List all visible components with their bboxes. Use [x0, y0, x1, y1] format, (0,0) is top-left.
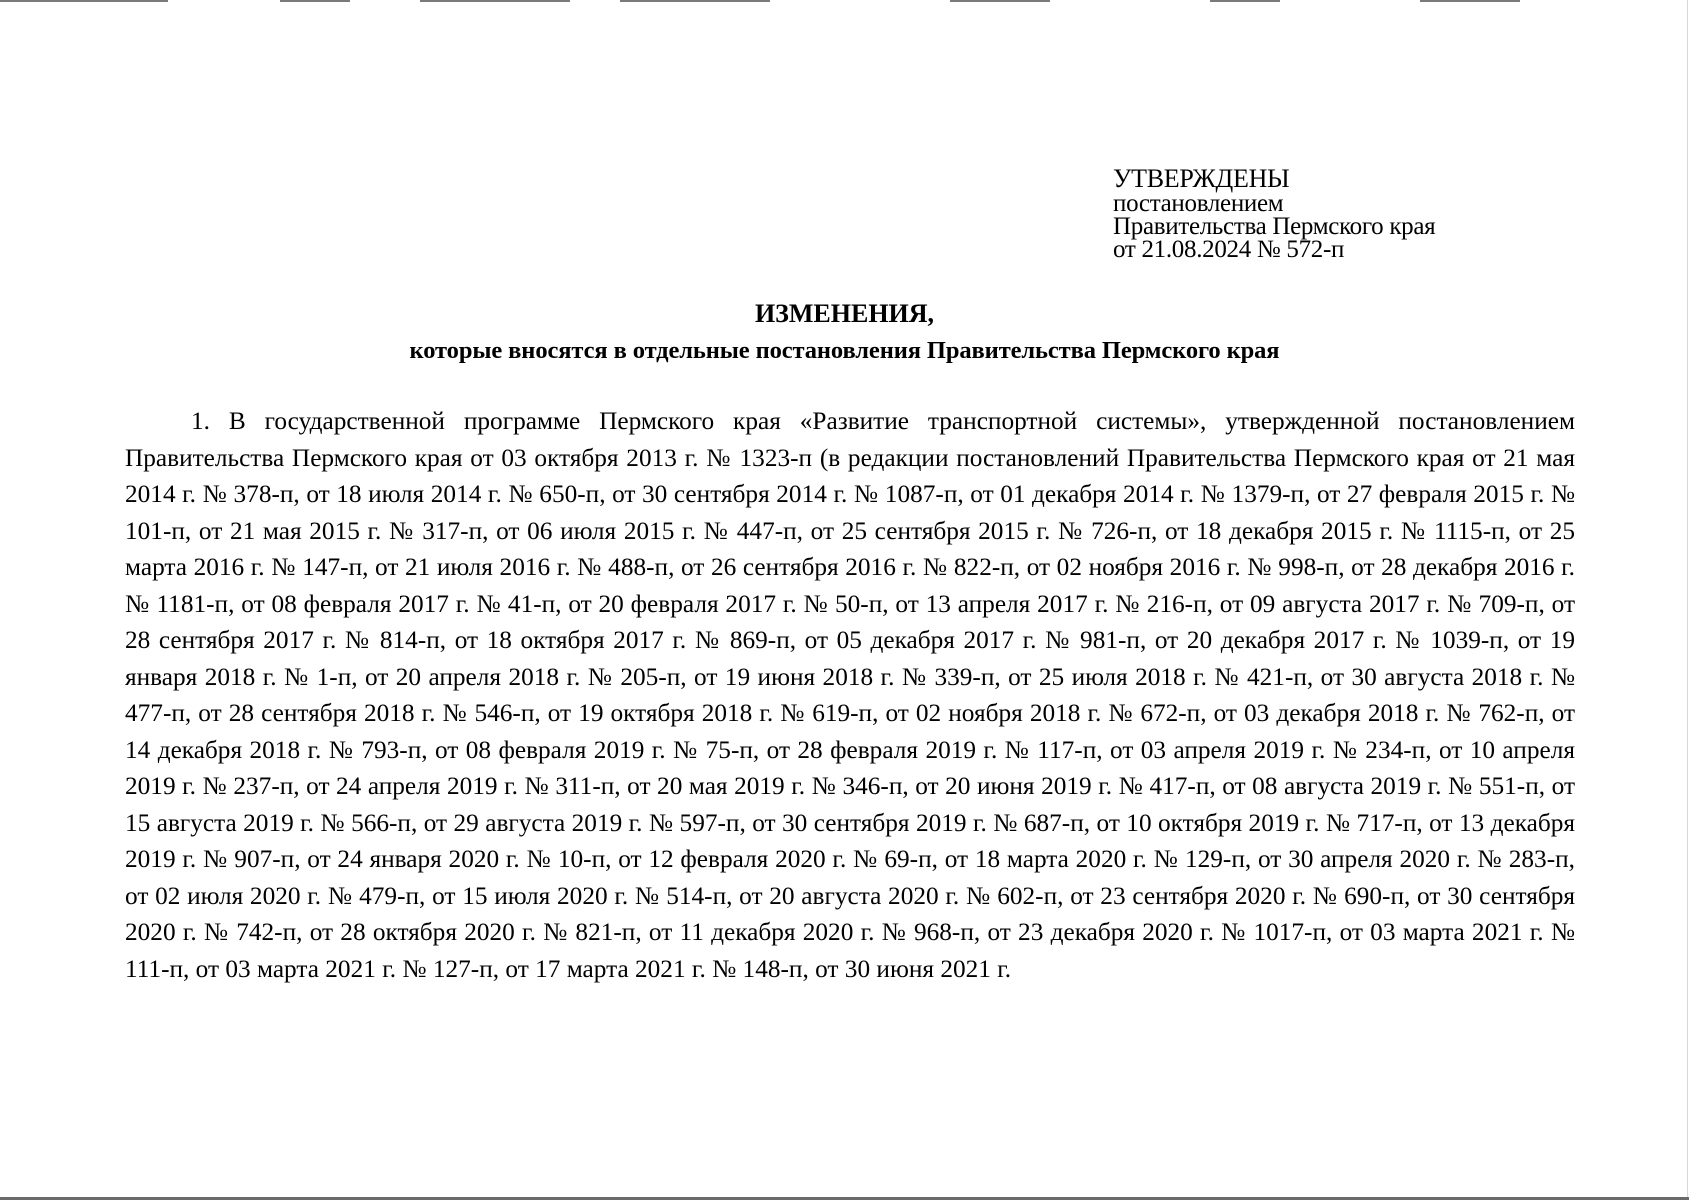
scan-artifact — [1687, 0, 1688, 1200]
document-subtitle: которые вносятся в отдельные постановления Правительства Пермского края — [409, 337, 1280, 364]
approval-line: постановлением — [1113, 190, 1284, 217]
scan-artifact — [0, 0, 168, 2]
approval-heading: УТВЕРЖДЕНЫ — [1113, 164, 1290, 193]
scan-artifact — [1210, 0, 1280, 2]
scan-artifact — [950, 0, 1050, 2]
scan-artifact — [280, 0, 350, 2]
scan-artifact — [620, 0, 770, 2]
approval-stamp — [1113, 165, 1573, 261]
document-title: ИЗМЕНЕНИЯ, — [754, 299, 935, 328]
approval-line: Правительства Пермского края — [1113, 213, 1436, 240]
scan-artifact — [1420, 0, 1520, 2]
body-paragraph: 1. В государственной программе Пермского края «Развитие транспортной системы», утвержденной постановлением Правительства Пермского края от 03 октября 2013 г. № 1323-п (в редакции постановлений Правительства Пермского края от 21 мая 2014 г. № 378-п, от 18 июля 2014 г. № 650-п, от 30 сентября 2014 г. № 1087-п, от 01 декабря 2014 г. № 1379-п, от 27 февраля 2015 г. № 101-п, от 21 мая 2015 г. № 317-п, от 06 июля 2015 г. № 447-п, от 25 сентября 2015 г. № 726-п, от 18 декабря 2015 г. № 1115-п, от 25 марта 2016 г. № 147-п, от 21 июля 2016 г. № 488-п, от 26 сентября 2016 г. № 822-п, от 02 ноября 2016 г. № 998-п, от 28 декабря 2016 г. № 1181-п, от 08 февраля 2017 г. № 41-п, от 20 февраля 2017 г. № 50-п, от 13 апреля 2017 г. № 216-п, от 09 августа 2017 г. № 709-п, от 28 сентября 2017 г. № 814-п, от 18 октября 2017 г. № 869-п, от 05 декабря 2017 г. № 981-п, от 20 декабря 2017 г. № 1039-п, от 19 января 2018 г. № 1-п, от 20 апреля 2018 г. № 205-п, от 19 июня 2018 г. № 339-п, от 25 июля 2018 г. № 421-п, от 30 августа 2018 г. № 477-п, от 28 сентября 2018 г. № 546-п, от 19 октября 2018 г. № 619-п, от 02 ноября 2018 г. № 672-п, от 03 декабря 2018 г. № 762-п, от 14 декабря 2018 г. № 793-п, от 08 февраля 2019 г. № 75-п, от 28 февраля 2019 г. № 117-п, от 03 апреля 2019 г. № 234-п, от 10 апреля 2019 г. № 237-п, от 24 апреля 2019 г. № 311-п, от 20 мая 2019 г. № 346-п, от 20 июня 2019 г. № 417-п, от 08 августа 2019 г. № 551-п, от 15 августа 2019 г. № 566-п, от 29 августа 2019 г. № 597-п, от 30 сентября 2019 г. № 687-п, от 10 октября 2019 г. № 717-п, от 13 декабря 2019 г. № 907-п, от 24 января 2020 г. № 10-п, от 12 февраля 2020 г. № 69-п, от 18 марта 2020 г. № 129-п, от 30 апреля 2020 г. № 283-п, от 02 июля 2020 г. № 479-п, от 15 июля 2020 г. № 514-п, от 20 августа 2020 г. № 602-п, от 23 сентября 2020 г. № 690-п, от 30 сентября 2020 г. № 742-п, от 28 октября 2020 г. № 821-п, от 11 декабря 2020 г. № 968-п, от 23 декабря 2020 г. № 1017-п, от 03 марта 2021 г. № 111-п, от 03 марта 2021 г. № 127-п, от 17 марта 2021 г. № 148-п, от 30 июня 2021 г. — [125, 407, 1575, 983]
scan-artifact — [420, 0, 570, 2]
approval-line: от 21.08.2024 № 572-п — [1113, 236, 1345, 263]
